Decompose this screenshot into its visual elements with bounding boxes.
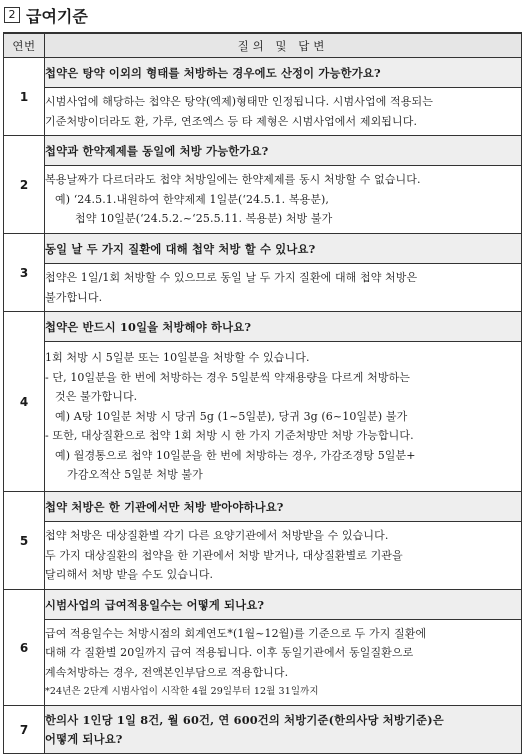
answer-cell — [45, 264, 522, 312]
row-number: 1 — [4, 58, 45, 136]
answer-cell — [45, 522, 522, 590]
section-title: 급여기준 — [26, 6, 88, 26]
question-text: 동일 날 두 가지 질환에 대해 첩약 처방 할 수 있나요? — [45, 234, 522, 264]
answer-cell — [45, 88, 522, 136]
question-text: 첩약은 탕약 이외의 형태를 처방하는 경우에도 산정이 가능한가요? — [45, 58, 522, 88]
answer-line: 계속처방하는 경우, 전액본인부담으로 적용합니다. — [45, 665, 289, 679]
row-number: 2 — [4, 136, 45, 234]
answer-line: 예) 월경통으로 첩약 10일분을 한 번에 처방하는 경우, 가감조경탕 5일분+ — [55, 448, 416, 462]
answer-row — [4, 522, 522, 590]
answer-line: 1회 처방 시 5일분 또는 10일분을 처방할 수 있습니다. — [45, 351, 310, 365]
section-heading — [4, 3, 88, 27]
question-row — [4, 312, 522, 342]
question-row — [4, 492, 522, 522]
answer-line: 두 가지 대상질환의 첩약을 한 기관에서 처방 받거나, 대상질환별로 기관을 — [45, 548, 403, 562]
row-number: 7 — [4, 706, 45, 754]
column-header-number: 연번 — [4, 33, 45, 58]
answer-cell — [45, 342, 522, 492]
question-text: 첩약과 한약제제를 동일에 처방 가능한가요? — [45, 136, 522, 166]
answer-line: 급여 적용일수는 처방시점의 회계연도*(1월~12월)를 기준으로 두 가지 질환에 — [45, 626, 427, 640]
question-text: 첩약 처방은 한 기관에서만 처방 받아야하나요? — [45, 492, 522, 522]
answer-line: 불가합니다. — [45, 290, 103, 304]
question-row — [4, 590, 522, 620]
answer-line: 대해 각 질환별 20일까지 급여 적용됩니다. 이후 동일기관에서 동일질환으로 — [45, 646, 414, 659]
answer-line: - 단, 10일분을 한 번에 처방하는 경우 5일분씩 약재용량을 다르게 처방하는 — [45, 370, 411, 384]
answer-row — [4, 166, 522, 234]
question-row — [4, 58, 522, 88]
question-row — [4, 234, 522, 264]
answer-footnote: *24년은 2단계 시범사업이 시작한 4월 29일부터 12월 31일까지 — [45, 686, 319, 697]
question-text: 첩약은 반드시 10일을 처방해야 하나요? — [45, 312, 522, 342]
answer-row — [4, 88, 522, 136]
table-header-row — [4, 33, 522, 58]
answer-line: 기준처방이더라도 환, 가루, 연조엑스 등 타 제형은 시범사업에서 제외됩니다. — [45, 114, 418, 128]
answer-line: 시범사업에 해당하는 첩약은 탕약(엑제)형태만 인정됩니다. 시범사업에 적용되는 — [45, 95, 433, 108]
answer-row — [4, 342, 522, 492]
section-number: 2 — [4, 7, 20, 23]
answer-line: 가감오적산 5일분 처방 불가 — [67, 468, 203, 482]
answer-line: 예) ‘24.5.1.내원하여 한약제제 1일분(‘24.5.1. 복용분), — [55, 192, 329, 206]
question-line: 어떻게 되나요? — [45, 731, 123, 746]
answer-line: 예) A탕 10일분 처방 시 당귀 5g (1~5일분), 당귀 3g (6~10일분) 불가 — [55, 409, 408, 423]
question-row — [4, 136, 522, 166]
answer-line: 첩약 처방은 대상질환별 각기 다른 요양기관에서 처방받을 수 있습니다. — [45, 529, 389, 543]
answer-cell — [45, 620, 522, 706]
row-number: 6 — [4, 590, 45, 706]
answer-row — [4, 620, 522, 706]
row-number: 3 — [4, 234, 45, 312]
question-text — [45, 706, 522, 754]
question-line: 한의사 1인당 1일 8건, 월 60건, 연 600건의 처방기준(한의사당 처방기준)은 — [45, 712, 444, 727]
question-row — [4, 706, 522, 754]
answer-line: 복용날짜가 다르더라도 첩약 처방일에는 한약제제를 동시 처방할 수 없습니다. — [45, 173, 421, 187]
answer-line: 첩약은 1일/1회 처방할 수 있으므로 동일 날 두 가지 질환에 대해 첩약 처방은 — [45, 271, 418, 284]
faq-table — [3, 32, 522, 754]
answer-row — [4, 264, 522, 312]
question-text: 시범사업의 급여적용일수는 어떻게 되나요? — [45, 590, 522, 620]
row-number: 4 — [4, 312, 45, 492]
row-number: 5 — [4, 492, 45, 590]
answer-line: 달리해서 처방 받을 수도 있습니다. — [45, 568, 214, 582]
answer-cell — [45, 166, 522, 234]
answer-line: 것은 불가합니다. — [55, 390, 138, 404]
answer-line: 첩약 10일분(‘24.5.2.~‘25.5.11. 복용분) 처방 불가 — [75, 212, 333, 226]
column-header-qa: 질의 및 답변 — [45, 33, 522, 58]
answer-line: - 또한, 대상질환으로 첩약 1회 처방 시 한 가지 기준처방만 처방 가능합니다. — [45, 429, 414, 443]
